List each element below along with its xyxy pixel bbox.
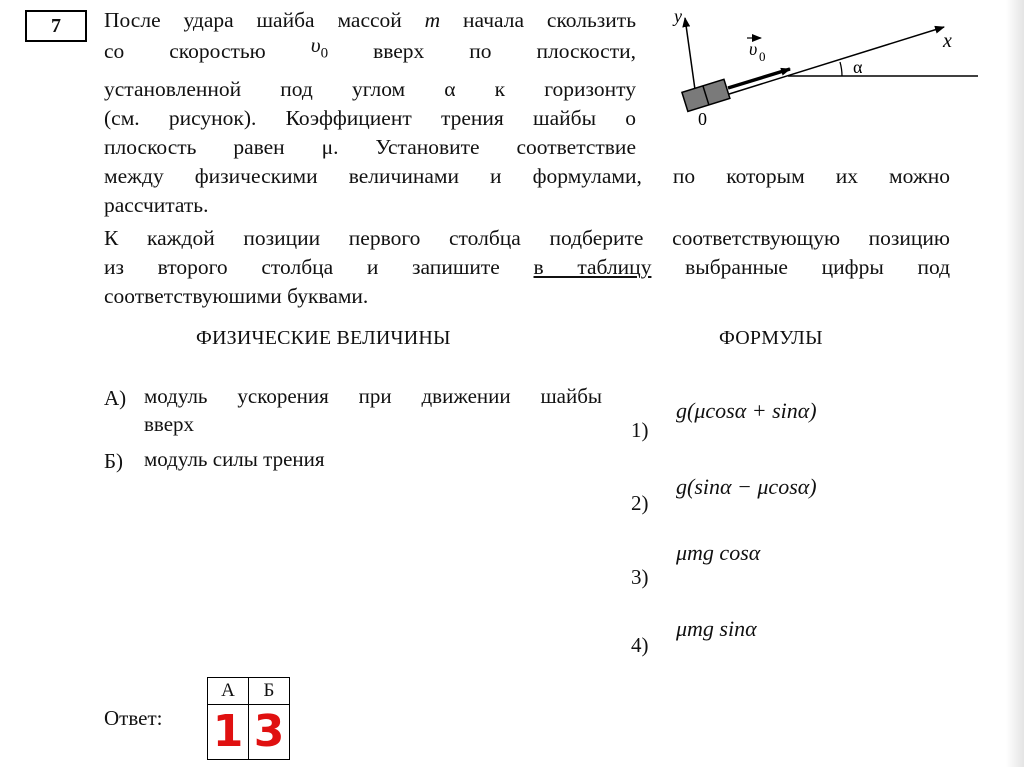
formula-1 [676, 398, 817, 424]
task-line-5: плоскость равен μ. Установите соответствие [104, 135, 636, 159]
puck [682, 79, 730, 111]
line9-post: выбранные цифры под [685, 255, 951, 279]
task-line-6: между физическими величинами и формулами, по которым их можно [104, 164, 950, 188]
y-axis-label: y [674, 6, 682, 26]
mass-var: m [424, 8, 441, 32]
task-line-1 [104, 6, 636, 35]
quantity-b-line-1: модуль силы трения [144, 447, 325, 471]
answer-header-a: А [208, 678, 249, 705]
velocity-var: $\upsilon_0$ [310, 33, 329, 62]
formulas-header: ФОРМУЛЫ [719, 327, 823, 349]
velocity-sub: 0 [759, 49, 766, 64]
formula-3-text: μmg cosα [676, 540, 761, 565]
answer-table [207, 677, 290, 760]
quantity-a-line-2: вверх [144, 412, 195, 436]
formula-2-text: g(sinα − μcosα) [676, 474, 817, 499]
origin-label: 0 [698, 109, 707, 129]
formula-4-text: μmg sinα [676, 616, 757, 641]
x-axis-label: x [943, 30, 952, 52]
formula-1-number: 1) [631, 418, 649, 442]
line2-post: вверх по плоскости, [373, 39, 636, 63]
task-line-4: (см. рисунок). Коэффициент трения шайбы о [104, 106, 636, 130]
line1-pre: После удара шайба массой [104, 8, 402, 32]
page-edge-shadow [1006, 0, 1024, 767]
task-line-9 [104, 253, 950, 282]
formula-4 [676, 616, 757, 642]
quantity-b-letter: Б) [104, 449, 124, 473]
answer-label: Ответ: [104, 706, 163, 730]
line9-underlined: в таблицу [533, 255, 652, 279]
line2-pre: со скоростью [104, 39, 266, 63]
inclined-plane-figure [660, 0, 990, 135]
quantities-header: ФИЗИЧЕСКИЕ ВЕЛИЧИНЫ [196, 327, 451, 349]
task-line-2 [104, 33, 636, 74]
task-line-7: рассчитать. [104, 193, 209, 217]
velocity-label: υ [749, 39, 758, 59]
formula-2 [676, 474, 817, 500]
formula-1-text: g(μcosα + sinα) [676, 398, 817, 423]
task-line-10: соответствуюшими буквами. [104, 284, 369, 308]
formula-3-number: 3) [631, 565, 649, 589]
answer-cell-b[interactable]: 3 [249, 705, 290, 760]
formula-4-number: 4) [631, 633, 649, 657]
answer-header-b: Б [249, 678, 290, 705]
line9-pre: из второго столбца и запишите [104, 255, 500, 279]
formula-2-number: 2) [631, 491, 649, 515]
answer-cell-a[interactable]: 1 [208, 705, 249, 760]
line1-post: начала скользить [463, 8, 637, 32]
task-line-3: установленной под углом α к горизонту [104, 77, 636, 101]
angle-arc [840, 62, 842, 76]
task-line-8: К каждой позиции первого столбца подберите соответствующую позицию [104, 226, 950, 250]
answer-value-row [208, 705, 290, 760]
formula-3 [676, 540, 760, 566]
quantity-a-line-1: модуль ускорения при движении шайбы [144, 384, 602, 408]
task-number: 7 [25, 10, 87, 42]
angle-label: α [853, 57, 863, 77]
answer-header-row [208, 678, 290, 705]
quantity-a-letter: А) [104, 386, 127, 410]
x-axis-arrow [697, 27, 944, 104]
